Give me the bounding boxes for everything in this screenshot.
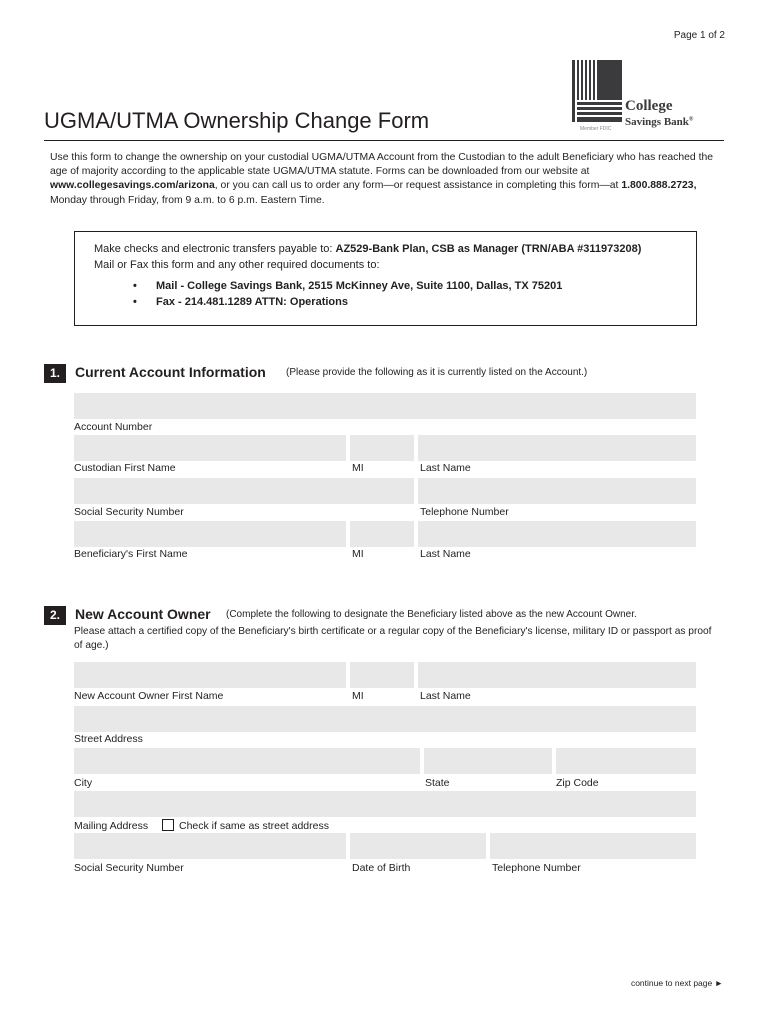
continue-next-page: continue to next page ►	[630, 978, 723, 988]
section-2-title: New Account Owner	[75, 606, 211, 622]
custodian-last-name-label: Last Name	[420, 462, 471, 474]
custodian-first-name-input[interactable]	[74, 435, 346, 461]
phone-number: 1.800.888.2723,	[621, 180, 697, 192]
section-1-title: Current Account Information	[75, 364, 266, 380]
zip-code-label: Zip Code	[556, 777, 599, 789]
custodian-last-name-input[interactable]	[418, 435, 696, 461]
state-label: State	[425, 777, 450, 789]
beneficiary-first-name-label: Beneficiary's First Name	[74, 548, 188, 560]
mail-address-bullet: • Mail - College Savings Bank, 2515 McKinney Ave, Suite 1100, Dallas, TX 75201	[133, 280, 563, 292]
ssn-label: Social Security Number	[74, 506, 184, 518]
bank-columns-icon	[572, 60, 622, 130]
beneficiary-last-name-label: Last Name	[420, 548, 471, 560]
college-savings-bank-logo	[572, 60, 712, 136]
mailing-address-label: Mailing Address	[74, 820, 149, 832]
custodian-mi-label: MI	[352, 462, 364, 474]
date-of-birth-label: Date of Birth	[352, 862, 411, 874]
beneficiary-mi-input[interactable]	[350, 521, 414, 547]
owner-telephone-input[interactable]	[490, 833, 696, 859]
beneficiary-first-name-input[interactable]	[74, 521, 346, 547]
same-as-street-checkbox[interactable]	[162, 819, 174, 831]
state-input[interactable]	[424, 748, 552, 774]
owner-last-name-input[interactable]	[418, 662, 696, 688]
page-number: Page 1 of 2	[673, 30, 725, 41]
fax-bullet: • Fax - 214.481.1289 ATTN: Operations	[133, 296, 348, 308]
city-input[interactable]	[74, 748, 420, 774]
logo-text-savings-bank: Savings Bank®	[625, 116, 694, 128]
account-number-input[interactable]	[74, 393, 696, 419]
section-2-instructions: Please attach a certified copy of the Beneficiary's birth certificate or a regular copy of the Beneficiary's license, military ID or passport as proof of age.)	[74, 626, 712, 651]
owner-mi-input[interactable]	[350, 662, 414, 688]
logo-text-college: College	[625, 98, 673, 114]
section-2-note: (Complete the following to designate the Beneficiary listed above as the new Account Owner.	[226, 609, 637, 620]
section-2-number: 2.	[44, 606, 66, 625]
account-number-label: Account Number	[74, 421, 153, 433]
custodian-first-name-label: Custodian First Name	[74, 462, 176, 474]
title-divider	[44, 140, 724, 141]
street-address-input[interactable]	[74, 706, 696, 732]
owner-first-name-input[interactable]	[74, 662, 346, 688]
owner-ssn-input[interactable]	[74, 833, 346, 859]
beneficiary-last-name-input[interactable]	[418, 521, 696, 547]
owner-mi-label: MI	[352, 690, 364, 702]
date-of-birth-input[interactable]	[350, 833, 486, 859]
payable-line: Make checks and electronic transfers payable to: AZ529-Bank Plan, CSB as Manager (TRN/ABA #311973208)	[94, 243, 642, 255]
intro-paragraph: Use this form to change the ownership on your custodial UGMA/UTMA Account from the Custodian to the adult Beneficiary who has reached the age of majority according to the applicable state UGMA/UTMA statute. Forms can be downloaded from our website at www.collegesavings.com/arizona, or you can call us to order any form—or request assistance in completing this form—at 1.800.888.2723, Monday through Friday, from 9 a.m. to 6 p.m. Eastern Time.	[50, 152, 714, 206]
payment-notice-box	[74, 231, 697, 326]
same-as-street-label: Check if same as street address	[179, 820, 329, 832]
custodian-mi-input[interactable]	[350, 435, 414, 461]
street-address-label: Street Address	[74, 733, 143, 745]
page-title: UGMA/UTMA Ownership Change Form	[44, 108, 430, 133]
mail-instructions: Mail or Fax this form and any other required documents to:	[94, 259, 380, 271]
ssn-input[interactable]	[74, 478, 414, 504]
city-label: City	[74, 777, 93, 789]
mailing-address-input[interactable]	[74, 791, 696, 817]
owner-last-name-label: Last Name	[420, 690, 471, 702]
section-1-note: (Please provide the following as it is currently listed on the Account.)	[286, 367, 588, 378]
owner-first-name-label: New Account Owner First Name	[74, 690, 224, 702]
owner-telephone-label: Telephone Number	[492, 862, 581, 874]
telephone-input[interactable]	[418, 478, 696, 504]
zip-code-input[interactable]	[556, 748, 696, 774]
section-1-number: 1.	[44, 364, 66, 383]
telephone-label: Telephone Number	[420, 506, 509, 518]
member-fdic: Member FDIC	[580, 126, 612, 132]
beneficiary-mi-label: MI	[352, 548, 364, 560]
website-link[interactable]: www.collegesavings.com/arizona	[50, 180, 215, 192]
owner-ssn-label: Social Security Number	[74, 862, 184, 874]
